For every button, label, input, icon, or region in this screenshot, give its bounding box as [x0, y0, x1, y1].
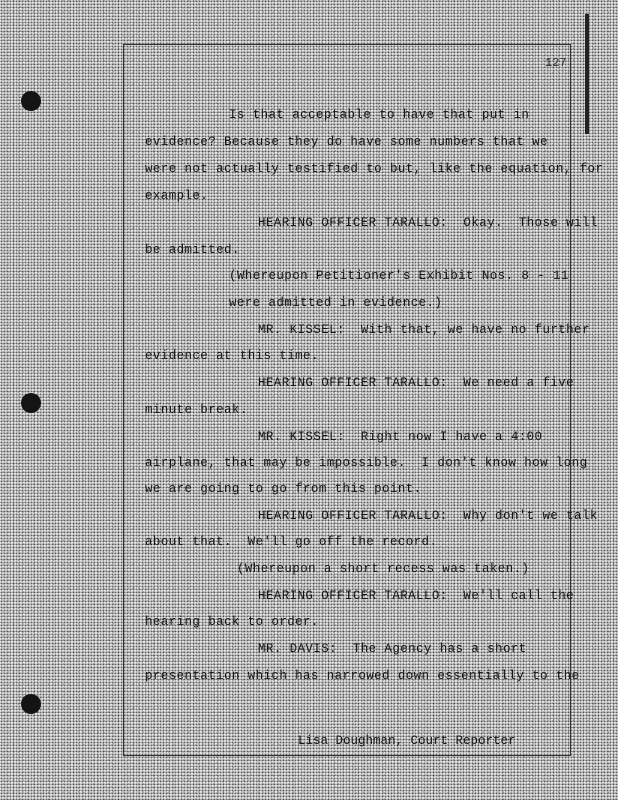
transcript-line: minute break. [145, 403, 248, 417]
transcript-line: MR. KISSEL: Right now I have a 4:00 [258, 430, 543, 444]
transcript-line: airplane, that may be impossible. I don't know how long [145, 456, 588, 470]
transcript-line: (Whereupon a short recess was taken.) [237, 562, 530, 576]
transcript-line: HEARING OFFICER TARALLO: We'll call the [258, 589, 575, 603]
transcript-line: Is that acceptable to have that put in [229, 108, 530, 122]
transcript-line: be admitted. [145, 243, 240, 257]
transcript-line: were not actually testified to but, like the equation, for [145, 162, 604, 176]
transcript-line: we are going to go from this point. [145, 482, 422, 496]
transcript-line: were admitted in evidence.) [229, 296, 443, 310]
transcript-line: evidence? Because they do have some numbers that we [145, 135, 548, 149]
page-number: 127 [545, 56, 567, 70]
transcript-line: evidence at this time. [145, 349, 319, 363]
transcript-line: HEARING OFFICER TARALLO: Why don't we talk [258, 509, 598, 523]
transcript-line: presentation which has narrowed down essentially to the [145, 669, 580, 683]
transcript-line: MR. DAVIS: The Agency has a short [258, 642, 527, 656]
court-reporter-footer: Lisa Doughman, Court Reporter [298, 734, 516, 748]
transcript-line: HEARING OFFICER TARALLO: We need a five [258, 376, 575, 390]
transcript-line: hearing back to order. [145, 615, 319, 629]
transcript-line: example. [145, 189, 209, 203]
transcript-line: HEARING OFFICER TARALLO: Okay. Those will [258, 216, 598, 230]
transcript-line: MR. KISSEL: With that, we have no further [258, 323, 590, 337]
transcript-line: about that. We'll go off the record. [145, 535, 438, 549]
transcript-line: (Whereupon Petitioner's Exhibit Nos. 8 - 11 [229, 269, 569, 283]
